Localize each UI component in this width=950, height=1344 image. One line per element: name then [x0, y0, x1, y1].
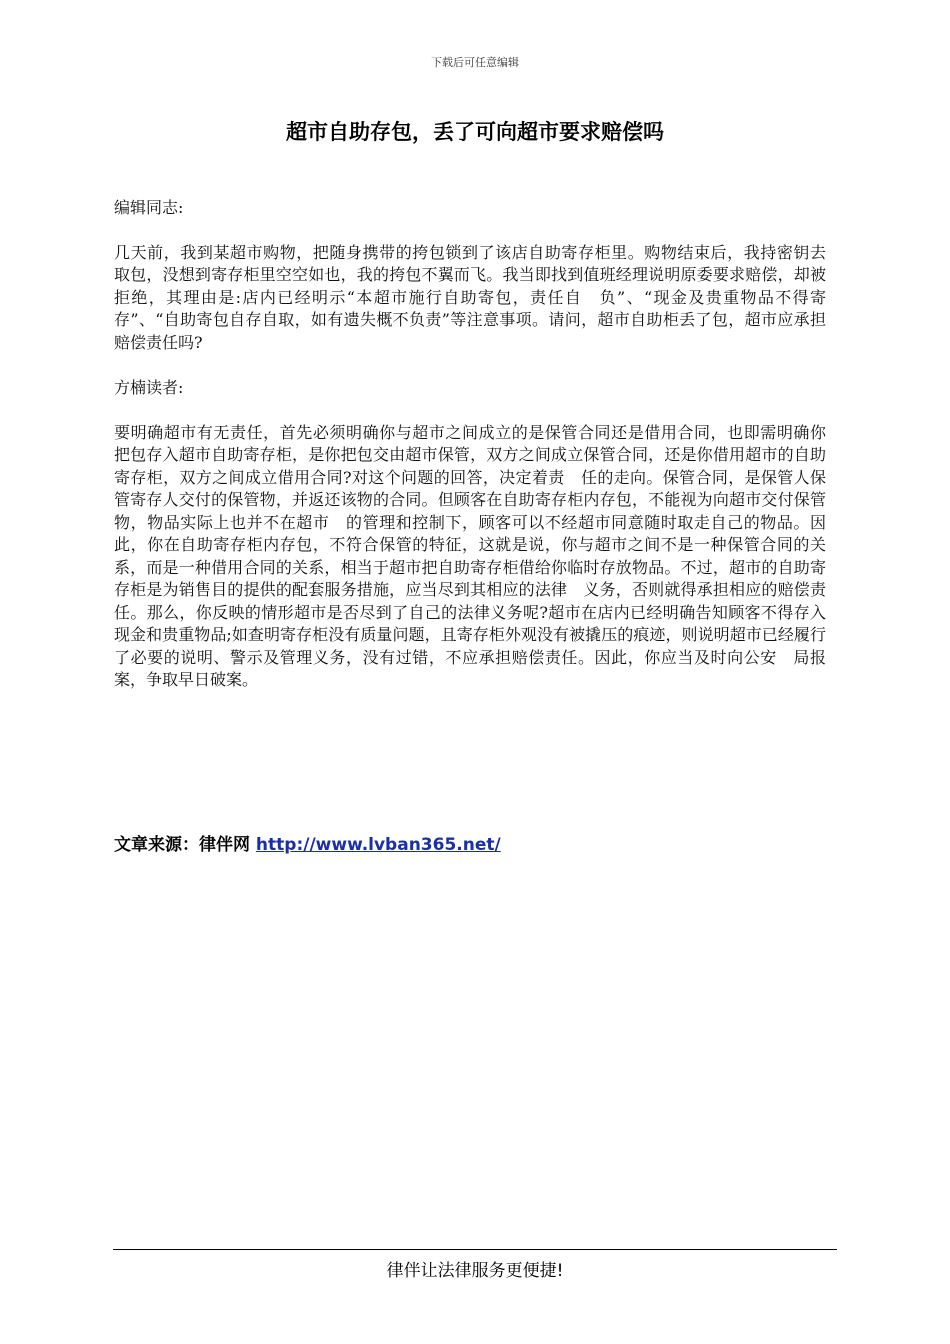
article-source: [114, 830, 501, 855]
question-paragraph: 几天前，我到某超市购物，把随身携带的挎包锁到了该店自助寄存柜里。购物结束后，我持密钥去 取包，没想到寄存柜里空空如也，我的挎包不翼而飞。我当即找到值班经理说明原委要求赔偿，却被拒绝，其理由是:店内已经明示“本超市施行自助寄包，责任自 负”、“现金及贵重物品不得寄存”、“自助寄包自存自取，如有遗失概不负责”等注意事项。请问，超市自助柜丢了包，超市应承担赔偿责任吗?: [114, 242, 843, 352]
salutation: 编辑同志:: [114, 198, 184, 217]
page-title: 超市自助存包，丢了可向超市要求赔偿吗: [286, 120, 664, 144]
article-body: [114, 197, 843, 692]
reader-greeting: 方楠读者:: [114, 378, 184, 397]
answer-paragraph: 要明确超市有无责任，首先必须明确你与超市之间成立的是保管合同还是借用合同，也即需明确你 把包存入超市自助寄存柜，是你把包交由超市保管，双方之间成立保管合同，还是你借用超市的自助寄存柜，双方之间成立借用合同?对这个问题的回答，决定着责 任的走向。保管合同，是保管人保管寄存人交付的保管物，并返还该物的合同。但顾客在自助寄存柜内存包，不能视为向超市交付保管物，物品实际上也并不在超市 的管理和控制下，顾客可以不经超市同意随时取走自己的物品。因此，你在自助寄存柜内存包，不符合保管的特征，这就是说，你与超市之间不是一种保管合同的关 系，而是一种借用合同的关系，相当于超市把自助寄存柜借给你临时存放物品。不过，超市的自助寄存柜是为销售目的提供的配套服务措施，应当尽到其相应的法律 义务，否则就得承担相应的赔偿责任。那么，你反映的情形超市是否尽到了自己的法律义务呢?超市在店内已经明确告知顾客不得存入现金和贵重物品;如查明寄存柜没有质量问题，且寄存柜外观没有被撬压的痕迹，则说明超市已经履行了必要的说明、警示及管理义务，没有过错，不应承担赔偿责任。因此，你应当及时向公安 局报案，争取早日破案。: [114, 422, 843, 689]
source-link[interactable]: http://www.lvban365.net/: [255, 835, 501, 855]
header-note: 下载后可任意编辑: [431, 56, 519, 69]
footer-slogan: 律伴让法律服务更便捷!: [386, 1261, 564, 1281]
footer-divider: [113, 1249, 837, 1250]
source-label: 文章来源：律伴网: [114, 835, 256, 855]
